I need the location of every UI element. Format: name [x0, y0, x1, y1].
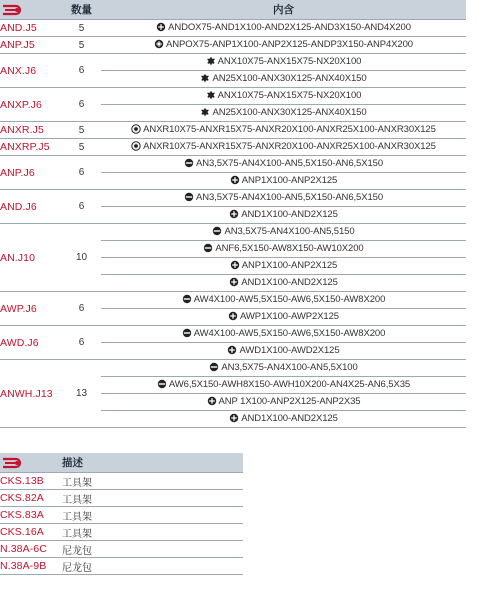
spec-text: AW6,5X150-AWH8X150-AWH10X200-AN4X25-AN6,5X35: [168, 378, 411, 390]
content-spec: [101, 377, 466, 394]
spec-text: ANP1X100-ANP2X125: [241, 259, 338, 271]
accessory-desc: 工具架: [62, 473, 243, 490]
table-row: [0, 524, 243, 541]
spec-text: AND1X100-AND2X125: [241, 412, 338, 424]
content-spec: [101, 394, 466, 411]
quantity: 5: [62, 122, 101, 139]
accessory-desc: 工具架: [62, 490, 243, 507]
accessories-table: [0, 453, 243, 575]
product-code: AWD.J6: [0, 326, 62, 360]
spec-text: ANXR10X75-ANXR15X75-ANXR20X100-ANXR25X100-ANXR30X125: [143, 123, 436, 135]
table-row: [0, 490, 243, 507]
table-row: [0, 20, 466, 37]
content-spec: [101, 360, 466, 377]
phillips-circle-icon: [230, 175, 240, 188]
table-row: [0, 224, 466, 241]
table-header-row: [0, 0, 466, 20]
phillips-circle-icon: [156, 22, 166, 35]
spec-text: AND1X100-AND2X125: [241, 276, 338, 288]
spec-text: ANPOX75-ANP1X100-ANP2X125-ANDP3X150-ANP4X200: [166, 38, 413, 50]
content-spec: [101, 292, 466, 309]
quantity: 6: [62, 190, 101, 224]
qty-header: 数量: [62, 0, 101, 20]
slotted-circle-icon: [212, 226, 222, 239]
table-row: [0, 122, 466, 139]
spec-text: AND1X100-AND2X125: [241, 208, 338, 220]
product-code: ANXR.J5: [0, 122, 62, 139]
pozi-circle-icon: [154, 39, 164, 52]
table-row: [0, 190, 466, 207]
spec-text: AW4X100-AW5,5X150-AW6,5X150-AW8X200: [193, 293, 386, 305]
product-code: AND.J6: [0, 190, 62, 224]
spec-text: AWD1X100-AWD2X125: [239, 344, 340, 356]
content-spec: [101, 122, 466, 139]
content-spec: [101, 20, 466, 37]
spec-text: AN25X100-ANX30X125-ANX40X150: [212, 106, 367, 118]
table-row: [0, 326, 466, 343]
content-spec: [101, 241, 466, 258]
slotted-circle-icon: [184, 192, 194, 205]
quantity: 6: [62, 54, 101, 88]
phillips-circle-icon: [228, 311, 238, 324]
accessory-code: N.38A-9B: [0, 558, 62, 575]
quantity: 5: [62, 37, 101, 54]
quantity: 5: [62, 139, 101, 156]
slotted-circle-icon: [157, 379, 167, 392]
table-row: [0, 558, 243, 575]
spec-text: AN25X100-ANX30X125-ANX40X150: [212, 72, 367, 84]
content-spec: [101, 411, 466, 428]
table-row: [0, 37, 466, 54]
brand-logo-icon: [2, 457, 24, 469]
content-header: 内含: [101, 0, 466, 20]
product-code: ANP.J6: [0, 156, 62, 190]
phillips-circle-icon: [227, 345, 237, 358]
content-spec: [101, 190, 466, 207]
table-row: [0, 156, 466, 173]
content-spec: [101, 258, 466, 275]
quantity: 5: [62, 20, 101, 37]
content-spec: [101, 88, 466, 105]
product-code: AWP.J6: [0, 292, 62, 326]
phillips-circle-icon: [207, 396, 217, 409]
accessory-desc: 工具架: [62, 507, 243, 524]
spec-text: AN3,5X75-AN4X100-AN5,5X150-AN6,5X150: [195, 157, 384, 169]
content-spec: [101, 309, 466, 326]
accessory-code: CKS.13B: [0, 473, 62, 490]
spec-text: ANXR10X75-ANXR15X75-ANXR20X100-ANXR25X100-ANXR30X125: [143, 140, 436, 152]
table-row: [0, 292, 466, 309]
content-spec: [101, 37, 466, 54]
spec-text: AN3,5X75-AN4X100-AN5,5150: [224, 225, 355, 237]
quantity: 6: [62, 88, 101, 122]
content-spec: [101, 54, 466, 71]
desc-header: 描述: [62, 453, 243, 473]
torx-star-icon: [206, 90, 216, 103]
table-row: [0, 507, 243, 524]
content-spec: [101, 139, 466, 156]
product-code: ANXP.J6: [0, 88, 62, 122]
slotted-circle-icon: [182, 328, 192, 341]
content-spec: [101, 224, 466, 241]
accessory-code: CKS.82A: [0, 490, 62, 507]
accessory-code: CKS.16A: [0, 524, 62, 541]
content-spec: [101, 207, 466, 224]
product-code: ANX.J6: [0, 54, 62, 88]
quantity: 6: [62, 326, 101, 360]
table2-header-row: [0, 453, 243, 473]
spec-text: ANX10X75-ANX15X75-NX20X100: [217, 89, 362, 101]
brand-logo-icon: [2, 4, 24, 16]
torx-star-icon: [200, 73, 210, 86]
content-spec: [101, 71, 466, 88]
content-spec: [101, 156, 466, 173]
accessory-code: CKS.83A: [0, 507, 62, 524]
spec-text: AN3,5X75-AN4X100-AN5,5X100: [221, 361, 358, 373]
table-row: [0, 541, 243, 558]
content-spec: [101, 275, 466, 292]
brand-logo-cell-2: [0, 453, 62, 473]
spec-text: ANF6,5X150-AW8X150-AW10X200: [215, 242, 364, 254]
brand-logo-cell: [0, 0, 62, 20]
table-row: [0, 360, 466, 377]
content-spec: [101, 343, 466, 360]
product-code: AND.J5: [0, 20, 62, 37]
product-code: ANXRP.J5: [0, 139, 62, 156]
accessory-code: N.38A-6C: [0, 541, 62, 558]
accessory-desc: 尼龙包: [62, 558, 243, 575]
slotted-circle-icon: [209, 362, 219, 375]
content-spec: [101, 173, 466, 190]
torx-circle-icon: [131, 141, 141, 154]
phillips-circle-icon: [230, 260, 240, 273]
product-code: AN.J10: [0, 224, 62, 292]
accessory-desc: 工具架: [62, 524, 243, 541]
accessory-desc: 尼龙包: [62, 541, 243, 558]
table-row: [0, 54, 466, 71]
phillips-circle-icon: [229, 277, 239, 290]
phillips-circle-icon: [229, 209, 239, 222]
quantity: 10: [62, 224, 101, 292]
content-spec: [101, 326, 466, 343]
spec-text: AWP1X100-AWP2X125: [240, 310, 339, 322]
slotted-circle-icon: [182, 294, 192, 307]
quantity: 6: [62, 292, 101, 326]
slotted-circle-icon: [203, 243, 213, 256]
spec-text: ANP1X100-ANP2X125: [241, 174, 338, 186]
content-spec: [101, 105, 466, 122]
spec-text: ANX10X75-ANX15X75-NX20X100: [217, 55, 362, 67]
table-row: [0, 139, 466, 156]
spec-text: ANP 1X100-ANP2X125-ANP2X35: [218, 395, 361, 407]
product-code: ANWH.J13: [0, 360, 62, 428]
phillips-circle-icon: [229, 413, 239, 426]
torx-star-icon: [206, 56, 216, 69]
spec-text: AW4X100-AW5,5X150-AW6,5X150-AW8X200: [193, 327, 386, 339]
quantity: 13: [62, 360, 101, 428]
slotted-circle-icon: [184, 158, 194, 171]
table-row: [0, 88, 466, 105]
product-code: ANP.J5: [0, 37, 62, 54]
spec-text: AN3,5X75-AN4X100-AN5,5X150-AN6,5X150: [195, 191, 384, 203]
quantity: 6: [62, 156, 101, 190]
torx-circle-icon: [131, 124, 141, 137]
torx-star-icon: [200, 107, 210, 120]
table-row: [0, 473, 243, 490]
spec-text: ANDOX75-AND1X100-AND2X125-AND3X150-AND4X200: [168, 21, 411, 33]
